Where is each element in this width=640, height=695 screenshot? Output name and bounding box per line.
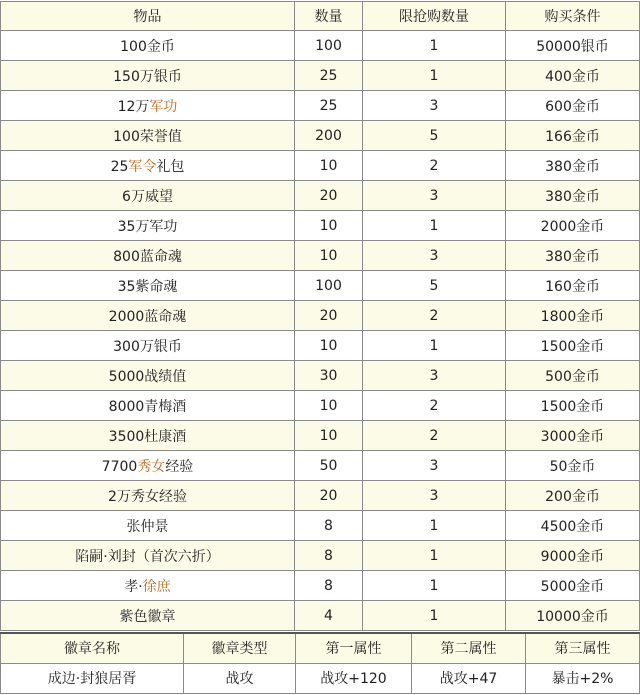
condition-cell: 1500金币 (506, 391, 640, 421)
condition-cell: 3000金币 (506, 421, 640, 451)
limit-cell: 3 (363, 481, 506, 511)
item-name-text: 陷嗣·刘封（首次六折） (75, 548, 220, 565)
quantity-cell: 20 (295, 301, 363, 331)
header-attr-3: 第三属性 (526, 633, 640, 663)
header-quantity: 数量 (295, 2, 363, 31)
item-name-text: 经验 (165, 458, 194, 475)
quantity-cell: 20 (295, 181, 363, 211)
limit-cell: 2 (363, 301, 506, 331)
quantity-cell: 30 (295, 361, 363, 391)
quantity-cell: 8 (295, 571, 363, 601)
header-limit: 限抢购数量 (363, 2, 506, 31)
limit-cell: 3 (363, 181, 506, 211)
quantity-cell: 20 (295, 481, 363, 511)
item-name-text: 张仲景 (126, 518, 169, 535)
condition-cell: 500金币 (506, 361, 640, 391)
item-name-text: 100荣誉值 (113, 128, 182, 145)
limit-cell: 2 (363, 421, 506, 451)
header-item: 物品 (1, 2, 295, 31)
limit-cell: 5 (363, 121, 506, 151)
item-cell (1, 121, 295, 151)
table-row (1, 571, 640, 601)
table-row (1, 511, 640, 541)
condition-cell: 600金币 (506, 91, 640, 121)
table-row (1, 541, 640, 571)
item-name-text: 35紫命魂 (117, 278, 178, 295)
medal-attr-2: 战攻+47 (412, 663, 526, 693)
quantity-cell: 10 (295, 391, 363, 421)
quantity-cell: 100 (295, 31, 363, 61)
limit-cell: 3 (363, 91, 506, 121)
item-name-text: 3500杜康酒 (108, 428, 187, 445)
item-name-highlight: 秀女 (137, 458, 166, 475)
table-row (1, 421, 640, 451)
medal-table (0, 632, 640, 694)
medal-header-row (1, 633, 640, 663)
item-cell (1, 31, 295, 61)
item-name-text: 2万秀女经验 (108, 488, 187, 505)
item-cell (1, 361, 295, 391)
condition-cell: 200金币 (506, 481, 640, 511)
limit-cell: 1 (363, 601, 506, 631)
limit-cell: 1 (363, 31, 506, 61)
condition-cell: 2000金币 (506, 211, 640, 241)
condition-cell: 10000金币 (506, 601, 640, 631)
condition-cell: 380金币 (506, 241, 640, 271)
table-row (1, 151, 640, 181)
item-cell (1, 391, 295, 421)
item-name-text: 100金币 (120, 38, 175, 55)
medal-row (1, 663, 640, 693)
shop-header-row (1, 2, 640, 31)
limit-cell: 1 (363, 211, 506, 241)
quantity-cell: 10 (295, 211, 363, 241)
table-row (1, 301, 640, 331)
item-name-text: 孝· (124, 578, 143, 595)
quantity-cell: 4 (295, 601, 363, 631)
item-name-text: 150万银币 (113, 68, 182, 85)
quantity-cell: 25 (295, 61, 363, 91)
table-row (1, 31, 640, 61)
item-cell (1, 601, 295, 631)
item-name-highlight: 军功 (149, 98, 178, 115)
condition-cell: 1800金币 (506, 301, 640, 331)
quantity-cell: 25 (295, 91, 363, 121)
table-row (1, 451, 640, 481)
item-cell (1, 571, 295, 601)
quantity-cell: 10 (295, 241, 363, 271)
item-cell (1, 301, 295, 331)
condition-cell: 9000金币 (506, 541, 640, 571)
item-name-text: 12万 (117, 98, 150, 115)
quantity-cell: 200 (295, 121, 363, 151)
limit-cell: 1 (363, 331, 506, 361)
item-cell (1, 541, 295, 571)
condition-cell: 400金币 (506, 61, 640, 91)
limit-cell: 5 (363, 271, 506, 301)
item-name-text: 35万军功 (117, 218, 178, 235)
limit-cell: 2 (363, 391, 506, 421)
shop-table (0, 1, 640, 631)
table-row (1, 271, 640, 301)
table-row (1, 211, 640, 241)
limit-cell: 3 (363, 241, 506, 271)
item-cell (1, 481, 295, 511)
limit-cell: 1 (363, 571, 506, 601)
table-row (1, 241, 640, 271)
quantity-cell: 8 (295, 541, 363, 571)
table-row (1, 91, 640, 121)
quantity-cell: 100 (295, 271, 363, 301)
quantity-cell: 10 (295, 151, 363, 181)
table-row (1, 601, 640, 631)
condition-cell: 50000银币 (506, 31, 640, 61)
medal-name: 成边·封狼居胥 (1, 663, 184, 693)
condition-cell: 380金币 (506, 181, 640, 211)
condition-cell: 380金币 (506, 151, 640, 181)
table-row (1, 331, 640, 361)
condition-cell: 4500金币 (506, 511, 640, 541)
table-row (1, 121, 640, 151)
item-name-text: 7700 (101, 458, 138, 475)
table-row (1, 61, 640, 91)
item-cell (1, 151, 295, 181)
medal-attr-1: 战攻+120 (296, 663, 412, 693)
item-name-text: 25 (110, 158, 129, 175)
table-row (1, 391, 640, 421)
item-name-text: 紫色徽章 (119, 608, 176, 625)
item-cell (1, 331, 295, 361)
item-name-text: 礼包 (156, 158, 185, 175)
header-attr-2: 第二属性 (412, 633, 526, 663)
limit-cell: 1 (363, 511, 506, 541)
item-name-text: 8000青梅酒 (108, 398, 187, 415)
item-cell (1, 91, 295, 121)
item-cell (1, 421, 295, 451)
shop-table-body (1, 31, 640, 631)
quantity-cell: 50 (295, 451, 363, 481)
quantity-cell: 10 (295, 331, 363, 361)
item-cell (1, 451, 295, 481)
limit-cell: 3 (363, 451, 506, 481)
header-condition: 购买条件 (506, 2, 640, 31)
limit-cell: 1 (363, 61, 506, 91)
condition-cell: 160金币 (506, 271, 640, 301)
condition-cell: 166金币 (506, 121, 640, 151)
item-cell (1, 241, 295, 271)
limit-cell: 3 (363, 361, 506, 391)
quantity-cell: 8 (295, 511, 363, 541)
condition-cell: 50金币 (506, 451, 640, 481)
item-name-text: 2000蓝命魂 (108, 308, 187, 325)
table-row (1, 181, 640, 211)
item-cell (1, 61, 295, 91)
table-row (1, 361, 640, 391)
item-name-text: 5000战绩值 (108, 368, 187, 385)
header-medal-type: 徽章类型 (184, 633, 296, 663)
item-name-text: 300万银币 (113, 338, 182, 355)
item-cell (1, 211, 295, 241)
condition-cell: 5000金币 (506, 571, 640, 601)
condition-cell: 1500金币 (506, 331, 640, 361)
item-cell (1, 271, 295, 301)
item-name-highlight: 军令 (128, 158, 157, 175)
item-cell (1, 511, 295, 541)
table-row (1, 481, 640, 511)
limit-cell: 2 (363, 151, 506, 181)
item-name-text: 800蓝命魂 (113, 248, 182, 265)
medal-type: 战攻 (184, 663, 296, 693)
limit-cell: 1 (363, 541, 506, 571)
quantity-cell: 10 (295, 421, 363, 451)
item-name-highlight: 徐庶 (142, 578, 171, 595)
header-medal-name: 徽章名称 (1, 633, 184, 663)
item-name-text: 6万威望 (122, 188, 173, 205)
header-attr-1: 第一属性 (296, 633, 412, 663)
item-cell (1, 181, 295, 211)
medal-attr-3: 暴击+2% (526, 663, 640, 693)
